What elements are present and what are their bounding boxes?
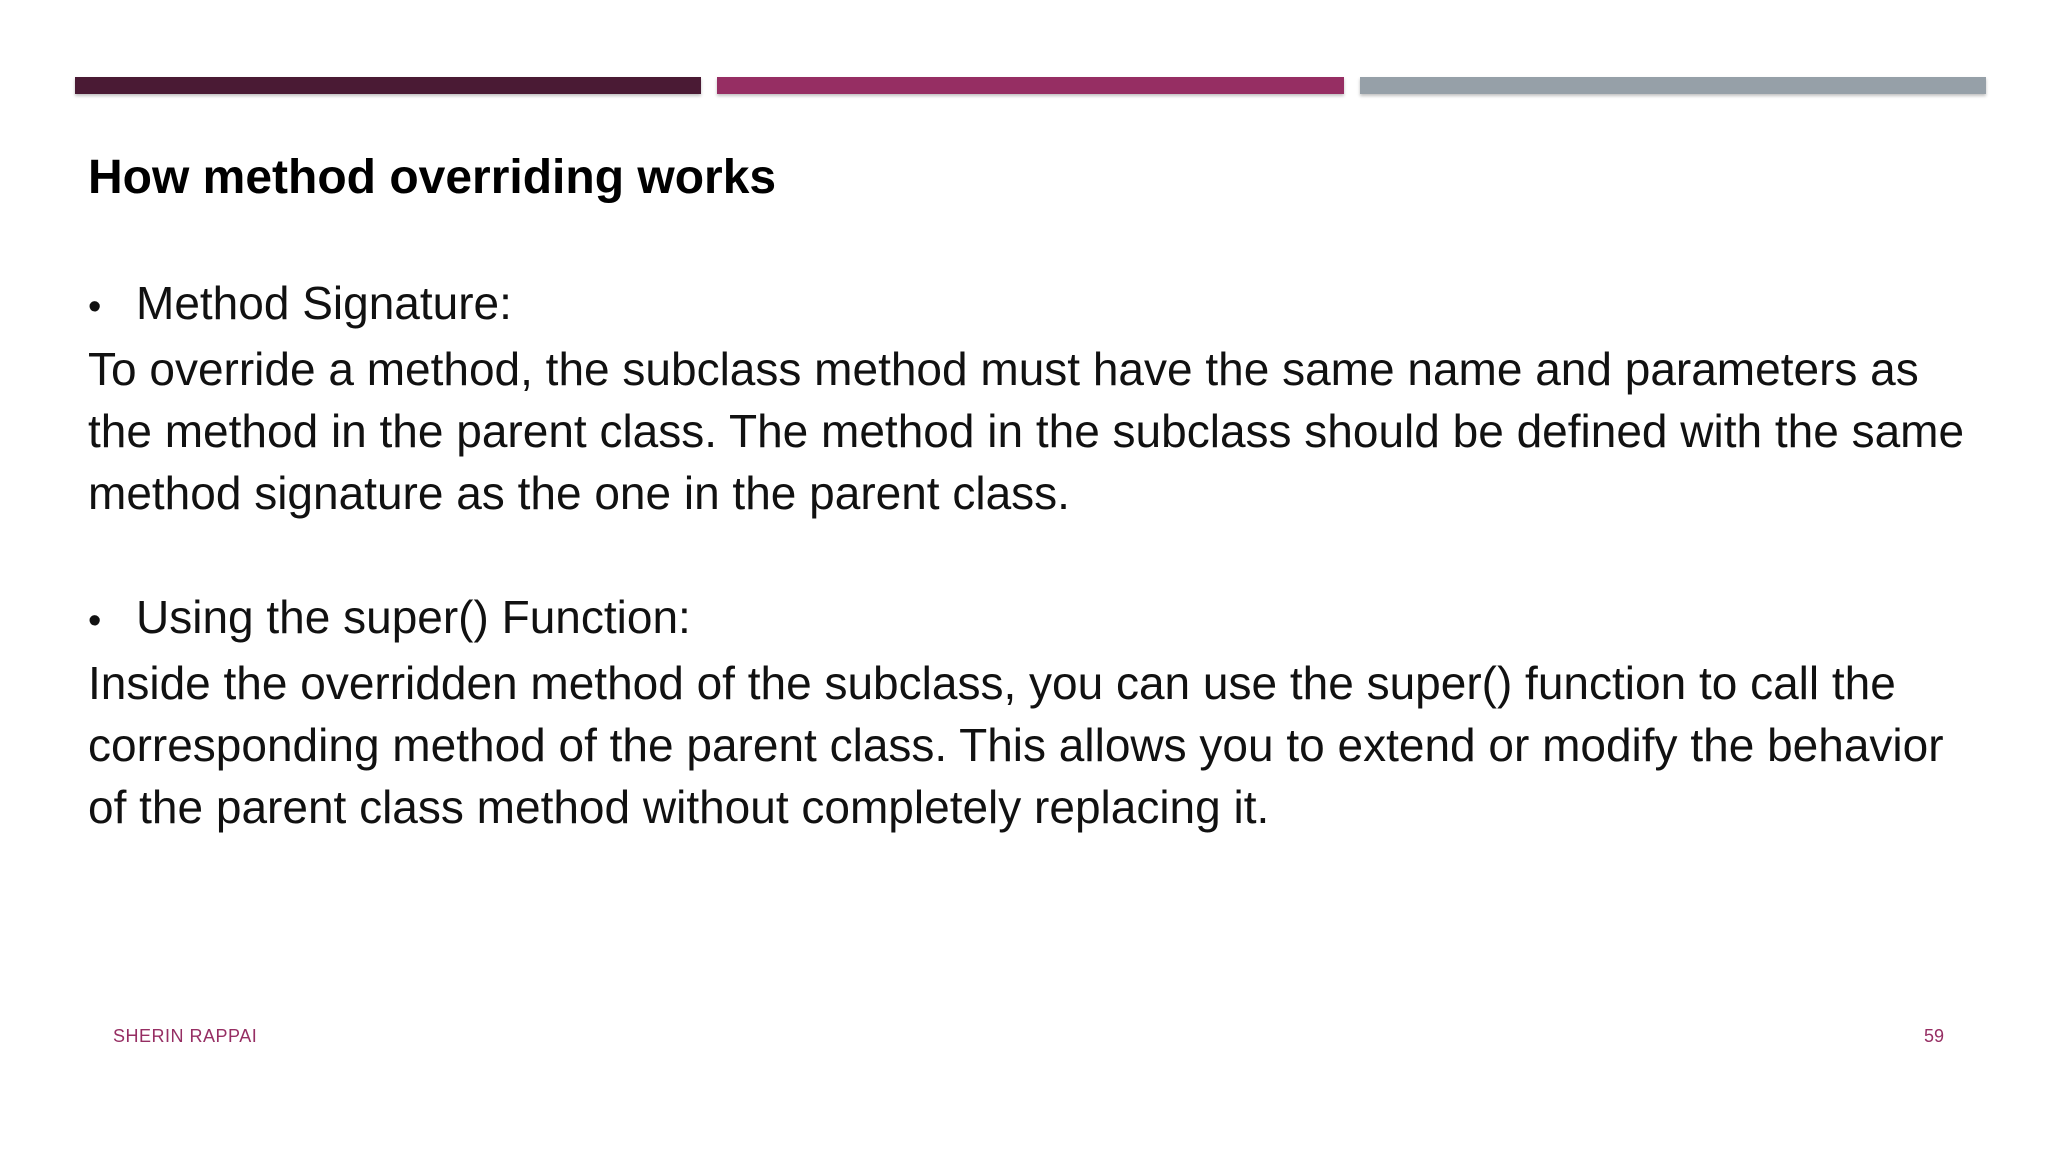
bullet-heading: Using the super() Function: [136, 591, 691, 643]
section-paragraph: Inside the overridden method of the subclass, you can use the super() function to call the corresponding method of the parent class. This allows you to extend or modify the behavior of the parent class method without completely replacing it. [88, 657, 1944, 833]
bullet-heading: Method Signature: [136, 277, 512, 329]
accent-bar-magenta [717, 77, 1343, 94]
bullet-dot-icon: • [88, 600, 102, 642]
accent-bar-gray [1360, 77, 1986, 94]
slide-title: How method overriding works [88, 151, 777, 204]
section-super-function [88, 586, 1968, 838]
slide-content [88, 272, 1968, 900]
top-accent-bars [75, 77, 1986, 94]
section-paragraph: To override a method, the subclass method must have the same name and parameters as the method in the parent class. The method in the subclass should be defined with the same method signature as the one in the parent class. [88, 343, 1965, 519]
slide-page-number: 59 [1923, 1026, 1944, 1046]
accent-bar-dark-plum [75, 77, 701, 94]
bullet-item [88, 272, 1968, 338]
bullet-item [88, 586, 1968, 652]
footer-author: SHERIN RAPPAI [113, 1026, 258, 1046]
section-method-signature [88, 272, 1968, 524]
bullet-dot-icon: • [88, 286, 102, 328]
